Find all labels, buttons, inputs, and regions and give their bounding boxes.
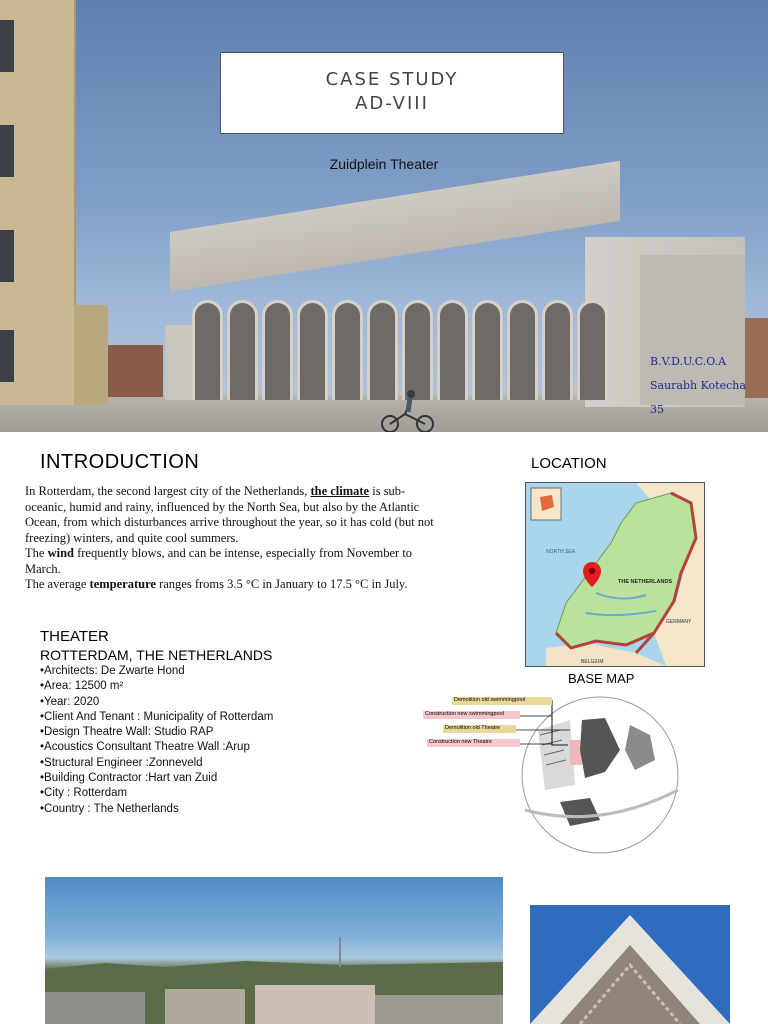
title-line-2: AD-VIII (355, 93, 429, 114)
map-germany-label: GERMANY (666, 619, 692, 625)
title-box (220, 52, 564, 134)
facade-detail-photo (530, 905, 730, 1024)
theater-arcade (190, 300, 610, 400)
fact-item: •Year: 2020 (40, 695, 100, 708)
map-sea-label: NORTH SEA (546, 549, 576, 555)
building-window (0, 230, 14, 282)
fact-item: •Country : The Netherlands (40, 802, 179, 815)
introduction-heading: INTRODUCTION (40, 451, 200, 473)
fact-item: •Area: 12500 m² (40, 680, 124, 693)
basemap-label-3: Demolition old Theatre (445, 725, 501, 731)
left-building (0, 0, 76, 405)
roll-number: 35 (650, 403, 664, 416)
author-name: Saurabh Kotecha (650, 379, 746, 392)
title-slide (0, 0, 768, 432)
aerial-photo (45, 877, 503, 1024)
basemap-heading: BASE MAP (568, 671, 635, 686)
background-building (745, 318, 768, 398)
fact-item: •City : Rotterdam (40, 787, 128, 800)
basemap-label-1: Demolition old swimmingpool (454, 697, 526, 703)
netherlands-map (525, 482, 705, 667)
college-name: B.V.D.U.C.O.A (650, 355, 727, 368)
fact-item: •Structural Engineer :Zonneveld (40, 756, 203, 769)
city-heading: ROTTERDAM, THE NETHERLANDS (40, 647, 273, 663)
basemap-label-4: Construction new Theatre (429, 739, 492, 745)
map-country-label: THE NETHERLANDS (618, 579, 673, 585)
fact-item: •Acoustics Consultant Theatre Wall :Arup (40, 741, 250, 754)
building-window (0, 20, 14, 72)
theater-heading: THEATER (40, 628, 109, 645)
location-heading: LOCATION (531, 455, 607, 472)
fact-item: •Client And Tenant : Municipality of Rotterdam (40, 710, 274, 723)
project-facts-list (40, 664, 273, 817)
fact-item: •Architects: De Zwarte Hond (40, 665, 185, 677)
background-building (108, 345, 163, 397)
project-subtitle: Zuidplein Theater (329, 156, 439, 172)
map-belgium-label: BELGIUM (581, 659, 604, 665)
basemap-label-2: Construction new swimmingpool (425, 711, 504, 717)
introduction-text: In Rotterdam, the second largest city of the Netherlands, the climate is sub-oceanic, humid and rainy, influenced by the North Sea, but also by the Atlantic Ocean, from which disturbances arrive throughout the year, so it has cold (but not freezing) winters, and quite cool summers. The wind frequently blows, and can be intense, especially from November to March. The average temperature ranges froms 3.5 °C in January to 17.5 °C in July. (25, 484, 434, 591)
building-window (0, 330, 14, 382)
theater-roof-band (170, 161, 620, 292)
fact-item: •Building Contractor :Hart van Zuid (40, 772, 218, 785)
cyclist-figure (380, 388, 436, 432)
credits-block (650, 350, 746, 422)
left-building-annex (74, 305, 108, 405)
fact-item: •Design Theatre Wall: Studio RAP (40, 726, 214, 739)
base-map-diagram (420, 690, 685, 855)
title-line-1: CASE STUDY (325, 69, 459, 90)
